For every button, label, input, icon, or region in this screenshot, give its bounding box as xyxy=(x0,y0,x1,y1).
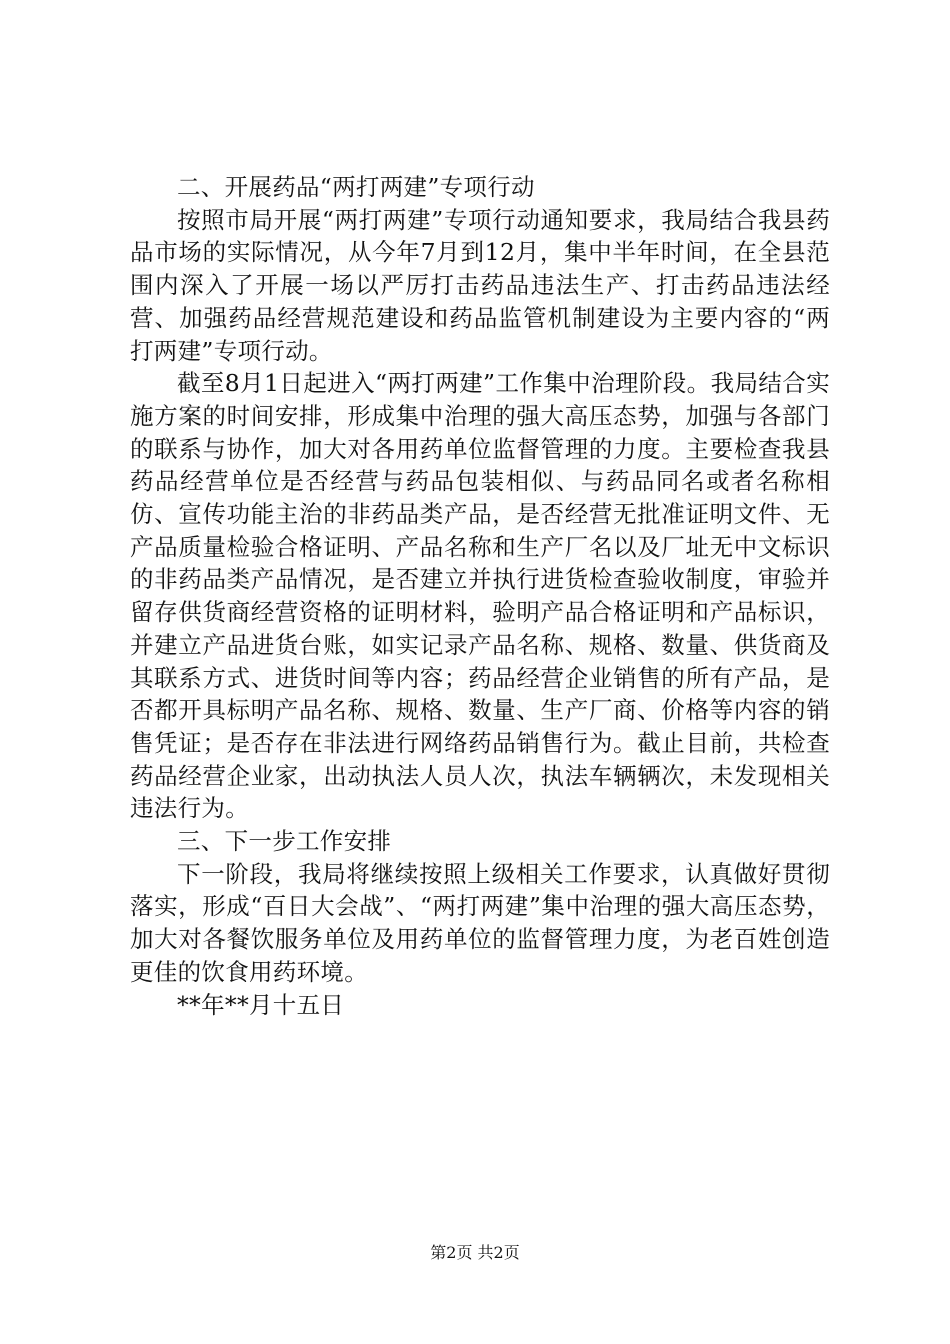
paragraph-inspection-details: 截至8月1日起进入“两打两建”工作集中治理阶段。我局结合实施方案的时间安排，形成集中治理的强大高压态势，加强与各部门的联系与协作，加大对各用药单位监督管理的力度。主要检查我县药品经营单位是否经营与药品包装相似、与药品同名或者名称相仿、宣传功能主治的非药品类产品，是否经营无批准证明文件、无产品质量检验合格证明、产品名称和生产厂名以及厂址无中文标识的非药品类产品情况，是否建立并执行进货检查验收制度，审验并留存供货商经营资格的证明材料，验明产品合格证明和产品标识，并建立产品进货台账，如实记录产品名称、规格、数量、供货商及其联系方式、进货时间等内容；药品经营企业销售的所有产品，是否都开具标明产品名称、规格、数量、生产厂商、价格等内容的销售凭证；是否存在非法进行网络药品销售行为。截止目前，共检查药品经营企业家，出动执法人员人次，执法车辆辆次，未发现相关违法行为。 xyxy=(130,369,830,823)
paragraph-next-steps: 下一阶段，我局将继续按照上级相关工作要求，认真做好贯彻落实，形成“百日大会战”、“两打两建”集中治理的强大高压态势，加大对各餐饮服务单位及用药单位的监督管理力度，为老百姓创造更佳的饮食用药环境。 xyxy=(130,859,830,986)
paragraph-action-overview: 按照市局开展“两打两建”专项行动通知要求，我局结合我县药品市场的实际情况，从今年7月到12月，集中半年时间，在全县范围内深入了开展一场以严厉打击药品违法生产、打击药品违法经营、加强药品经营规范建设和药品监管机制建设为主要内容的“两打两建”专项行动。 xyxy=(130,205,830,365)
section-heading-three: 三、下一步工作安排 xyxy=(177,827,392,856)
document-body xyxy=(130,171,830,1021)
page-number-footer: 第2页 共2页 xyxy=(430,1243,520,1262)
section-heading-two: 二、开展药品“两打两建”专项行动 xyxy=(177,173,535,201)
document-date: **年**月十五日 xyxy=(177,990,345,1019)
